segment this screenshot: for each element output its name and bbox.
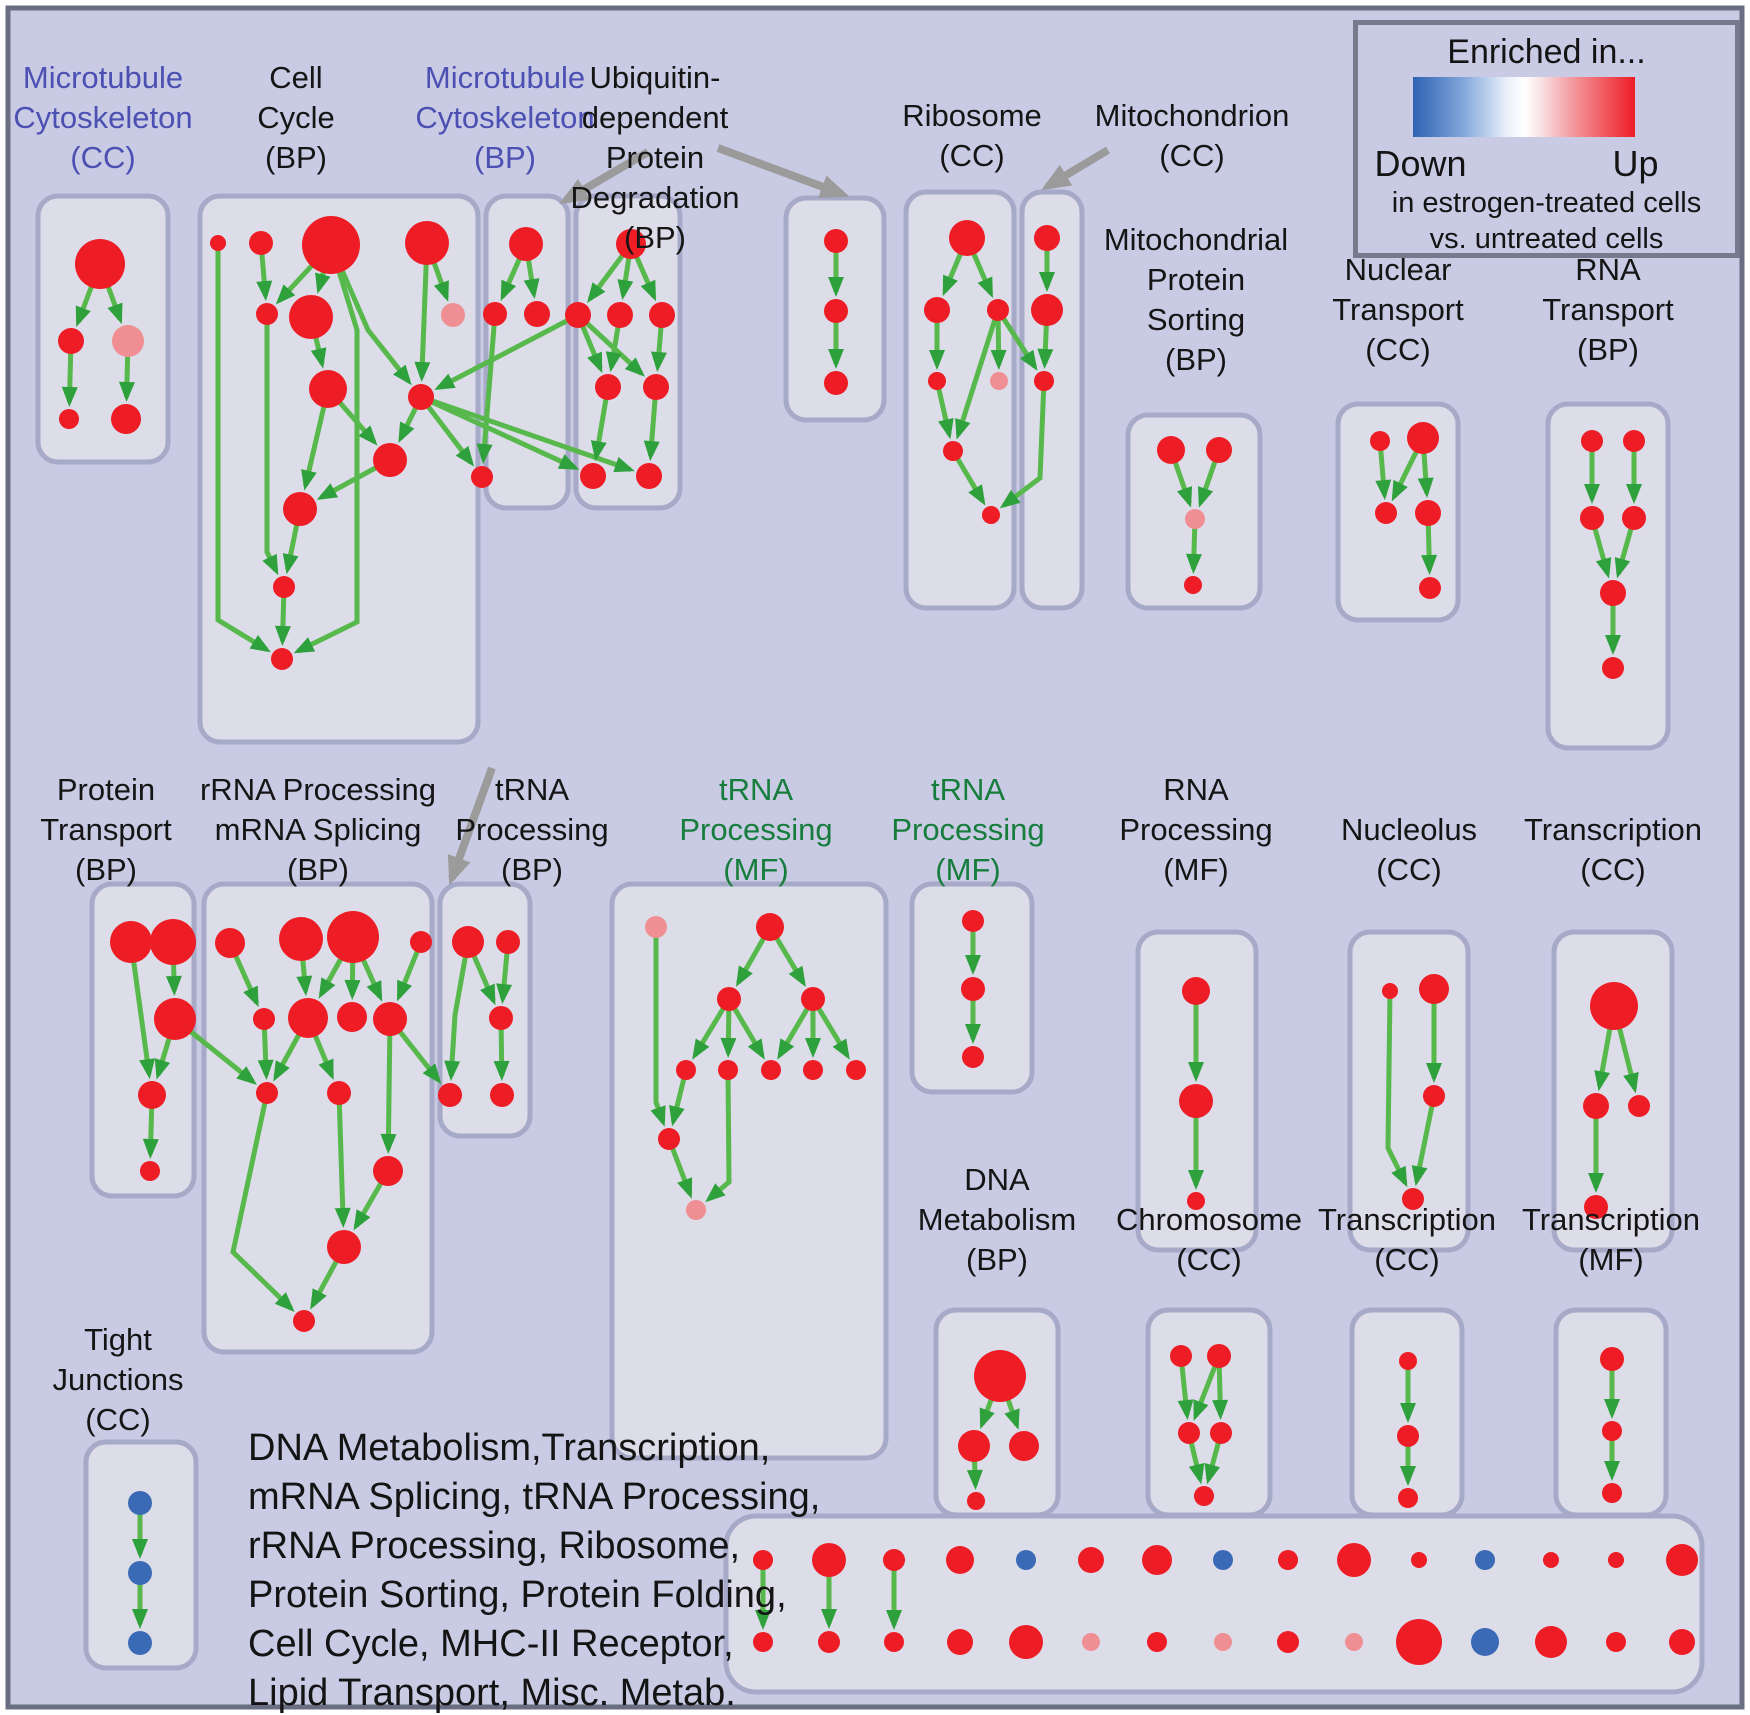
node-t3 [489, 1006, 513, 1030]
node-w7 [337, 1002, 367, 1032]
label-line: (BP) [474, 140, 536, 175]
node-lt6 [1142, 1545, 1172, 1575]
node-c6 [289, 295, 333, 339]
legend-up-label: Up [1612, 143, 1659, 184]
label-line: Transcription [1317, 1202, 1497, 1237]
label-line: (BP) [287, 852, 349, 887]
note-line: Lipid Transport, Misc. Metab. [248, 1672, 736, 1714]
node-lb8 [1277, 1631, 1299, 1653]
node-c11 [283, 492, 317, 526]
node-h2 [1179, 1084, 1213, 1118]
label-line: Chromosome [1115, 1202, 1303, 1237]
node-e9 [846, 1060, 866, 1080]
label-line: DNA [964, 1162, 1030, 1197]
node-v2 [824, 299, 848, 323]
node-lb13 [1606, 1632, 1626, 1652]
node-a4 [59, 409, 79, 429]
node-z1 [1600, 1347, 1624, 1371]
label-line: Degradation [570, 180, 740, 215]
note-line: Cell Cycle, MHC-II Receptor, [248, 1623, 734, 1665]
node-x4 [1584, 1195, 1608, 1219]
node-r4 [928, 372, 946, 390]
node-z2 [1602, 1421, 1622, 1441]
node-a1 [75, 239, 125, 289]
label-line: rRNA Processing [199, 772, 437, 807]
node-h3 [1187, 1192, 1205, 1210]
legend-title: Enriched in... [1447, 33, 1646, 71]
label-line: Processing [679, 812, 833, 847]
node-c8 [309, 370, 347, 408]
node-lt14 [1666, 1544, 1698, 1576]
node-lt10 [1411, 1552, 1427, 1568]
node-k5 [1194, 1486, 1214, 1506]
node-g2 [1031, 294, 1063, 326]
node-lb6 [1147, 1632, 1167, 1652]
node-q1 [1581, 430, 1603, 452]
node-lb11 [1471, 1628, 1499, 1656]
node-lt13 [1608, 1552, 1624, 1568]
node-u5 [595, 374, 621, 400]
node-k2 [1207, 1344, 1231, 1368]
node-c12 [273, 576, 295, 598]
node-o1 [1382, 983, 1398, 999]
label-line: Cytoskeleton [13, 100, 193, 135]
node-lt7 [1213, 1550, 1233, 1570]
node-c13 [271, 648, 293, 670]
node-f2 [961, 977, 985, 1001]
label-line: (CC) [1176, 1242, 1242, 1277]
node-q2 [1623, 430, 1645, 452]
node-j1 [128, 1491, 152, 1515]
node-q5 [1600, 580, 1626, 606]
node-c3 [302, 216, 360, 274]
node-f3 [962, 1046, 984, 1068]
node-lt8 [1278, 1550, 1298, 1570]
label-line: Nuclear [1344, 252, 1452, 287]
node-t2 [496, 930, 520, 954]
node-v1 [824, 229, 848, 253]
edge-w8-w11 [388, 1019, 390, 1149]
node-j2 [128, 1561, 152, 1585]
node-o4 [1402, 1188, 1424, 1210]
node-u4 [649, 302, 675, 328]
label-line: tRNA [930, 772, 1006, 807]
node-c9 [408, 384, 434, 410]
label-line: (CC) [85, 1402, 151, 1437]
group-box-mt-cc [38, 196, 168, 462]
label-line: Protein [56, 772, 156, 807]
note-line: mRNA Splicing, tRNA Processing, [248, 1476, 821, 1518]
node-q6 [1602, 657, 1624, 679]
group-box-shared-categories [726, 1516, 1702, 1692]
node-m2 [483, 302, 507, 326]
node-w6 [288, 998, 328, 1038]
label-line: Transport [1542, 292, 1674, 327]
node-lb14 [1669, 1629, 1695, 1655]
node-w5 [253, 1008, 275, 1030]
node-a2 [58, 328, 84, 354]
label-line: Processing [1119, 812, 1273, 847]
node-p4 [138, 1081, 166, 1109]
node-x1 [1590, 982, 1638, 1030]
label-line: (BP) [966, 1242, 1028, 1277]
label-line: Processing [891, 812, 1045, 847]
group-box-mitochondrion [1022, 192, 1082, 608]
note-line: rRNA Processing, Ribosome, [248, 1525, 741, 1567]
node-w1 [215, 928, 245, 958]
node-e5 [676, 1060, 696, 1080]
node-c10 [373, 443, 407, 477]
node-w8 [373, 1002, 407, 1036]
node-e11 [686, 1200, 706, 1220]
label-line: (CC) [1376, 852, 1442, 887]
label-line: (BP) [1577, 332, 1639, 367]
node-e7 [761, 1060, 781, 1080]
node-v3 [824, 371, 848, 395]
node-u1 [616, 229, 646, 259]
node-lb0 [753, 1632, 773, 1652]
label-line: tRNA [494, 772, 570, 807]
legend-subtitle-line2: vs. untreated cells [1429, 223, 1664, 255]
node-u2 [565, 302, 591, 328]
node-r7 [982, 506, 1000, 524]
node-w9 [256, 1082, 278, 1104]
label-line: Transcription [1521, 1202, 1701, 1237]
node-k3 [1178, 1422, 1200, 1444]
node-q3 [1580, 506, 1604, 530]
node-r5 [990, 372, 1008, 390]
node-w10 [327, 1081, 351, 1105]
node-c5 [256, 303, 278, 325]
node-a3 [112, 325, 144, 357]
node-p3 [154, 998, 196, 1040]
label-line: Sorting [1146, 302, 1246, 337]
node-lt11 [1475, 1550, 1495, 1570]
node-lb7 [1214, 1633, 1232, 1651]
label-line: Ubiquitin- [589, 60, 721, 95]
label-line: Transport [1332, 292, 1464, 327]
label-line: Transport [40, 812, 172, 847]
node-lt5 [1078, 1547, 1104, 1573]
note-line: Protein Sorting, Protein Folding, [248, 1574, 787, 1616]
node-m4 [471, 466, 493, 488]
node-s2 [1206, 437, 1232, 463]
node-u3 [607, 302, 633, 328]
node-y2 [1397, 1425, 1419, 1447]
label-line: Transcription [1523, 812, 1703, 847]
label-line: Nucleolus [1340, 812, 1478, 847]
node-lb2 [884, 1632, 904, 1652]
node-lt4 [1016, 1550, 1036, 1570]
node-w4 [410, 931, 432, 953]
node-m3 [524, 301, 550, 327]
node-e3 [717, 987, 741, 1011]
node-p5 [140, 1161, 160, 1181]
label-line: Cytoskeleton [415, 100, 595, 135]
node-lt9 [1337, 1543, 1371, 1577]
node-r3 [987, 299, 1009, 321]
node-d4 [967, 1492, 985, 1510]
node-lb3 [947, 1629, 973, 1655]
label-line: (BP) [624, 220, 686, 255]
node-lt0 [753, 1550, 773, 1570]
node-z3 [1602, 1483, 1622, 1503]
node-e6 [718, 1060, 738, 1080]
node-c1 [210, 235, 226, 251]
node-w13 [293, 1310, 315, 1332]
node-w2 [279, 917, 323, 961]
node-lt12 [1543, 1552, 1559, 1568]
node-a5 [111, 404, 141, 434]
label-line: (BP) [501, 852, 563, 887]
node-lt2 [883, 1549, 905, 1571]
label-line: (CC) [1374, 1242, 1440, 1277]
node-o2 [1419, 974, 1449, 1004]
label-line: RNA [1163, 772, 1229, 807]
label-line: Microtubule [424, 60, 586, 95]
node-n1 [1370, 431, 1390, 451]
node-g1 [1034, 225, 1060, 251]
node-lt1 [812, 1543, 846, 1577]
label-line: Ribosome [902, 98, 1042, 133]
node-s1 [1157, 436, 1185, 464]
node-d2 [958, 1430, 990, 1462]
node-lb12 [1535, 1626, 1567, 1658]
node-p1 [110, 921, 152, 963]
label-line: (BP) [1165, 342, 1227, 377]
label-line: mRNA Splicing [214, 812, 422, 847]
node-u8 [636, 463, 662, 489]
node-n5 [1419, 577, 1441, 599]
node-lb9 [1345, 1633, 1363, 1651]
label-line: Metabolism [917, 1202, 1077, 1237]
label-line: dependent [581, 100, 729, 135]
label-line: (MF) [1163, 852, 1229, 887]
node-e2 [756, 913, 784, 941]
node-u7 [580, 463, 606, 489]
label-line: Junctions [52, 1362, 184, 1397]
label-line: Microtubule [22, 60, 184, 95]
label-line: (BP) [75, 852, 137, 887]
node-w3 [327, 911, 379, 963]
legend-subtitle-line1: in estrogen-treated cells [1391, 187, 1702, 219]
node-lb1 [818, 1631, 840, 1653]
node-e1 [645, 916, 667, 938]
label-line: (MF) [1578, 1242, 1644, 1277]
label-line: Tight [84, 1322, 152, 1357]
node-lb4 [1009, 1625, 1043, 1659]
node-e4 [801, 987, 825, 1011]
label-line: Protein [1146, 262, 1246, 297]
node-k1 [1170, 1345, 1192, 1367]
node-c7 [441, 303, 465, 327]
label-line: Protein [605, 140, 705, 175]
node-lb5 [1082, 1633, 1100, 1651]
label-line: (CC) [70, 140, 136, 175]
label-line: (CC) [1365, 332, 1431, 367]
node-w12 [327, 1230, 361, 1264]
node-o3 [1423, 1085, 1445, 1107]
label-line: RNA [1575, 252, 1641, 287]
node-y3 [1398, 1488, 1418, 1508]
node-m1 [509, 227, 543, 261]
node-k4 [1210, 1422, 1232, 1444]
group-box-transcription-cc-top [1554, 932, 1672, 1250]
node-n4 [1415, 500, 1441, 526]
node-t1 [452, 926, 484, 958]
node-d3 [1009, 1431, 1039, 1461]
node-x2 [1583, 1093, 1609, 1119]
group-box-trna-mf-1 [612, 884, 886, 1458]
node-lb10 [1396, 1619, 1442, 1665]
node-r6 [943, 441, 963, 461]
group-box-rna-transport [1548, 404, 1668, 748]
node-s3 [1185, 509, 1205, 529]
label-line: Mitochondrial [1103, 222, 1289, 257]
node-g3 [1034, 371, 1054, 391]
node-n3 [1375, 502, 1397, 524]
node-j3 [128, 1631, 152, 1655]
node-t5 [490, 1083, 514, 1107]
node-y1 [1399, 1352, 1417, 1370]
node-u6 [643, 374, 669, 400]
node-t4 [438, 1083, 462, 1107]
label-line: (BP) [265, 140, 327, 175]
node-s4 [1184, 576, 1202, 594]
node-r2 [924, 297, 950, 323]
label-line: Processing [455, 812, 609, 847]
note-line: DNA Metabolism,Transcription, [248, 1427, 771, 1469]
group-box-dna-metabolism [936, 1310, 1058, 1515]
label-line: (CC) [939, 138, 1005, 173]
node-e8 [803, 1060, 823, 1080]
node-e10 [658, 1128, 680, 1150]
label-line: Cycle [257, 100, 335, 135]
node-h1 [1182, 977, 1210, 1005]
node-n2 [1407, 422, 1439, 454]
node-c4 [405, 221, 449, 265]
node-w11 [373, 1156, 403, 1186]
node-d1 [974, 1350, 1026, 1402]
node-c2 [249, 231, 273, 255]
label-line: (CC) [1159, 138, 1225, 173]
node-q4 [1622, 506, 1646, 530]
label-line: tRNA [718, 772, 794, 807]
label-line: Cell [269, 60, 323, 95]
label-line: (MF) [935, 852, 1001, 887]
node-r1 [949, 220, 985, 256]
label-line: (CC) [1580, 852, 1646, 887]
legend-down-label: Down [1374, 143, 1467, 184]
node-f1 [962, 910, 984, 932]
label-line: Mitochondrion [1094, 98, 1290, 133]
node-x3 [1628, 1095, 1650, 1117]
group-box-chromosome [1148, 1310, 1270, 1515]
label-line: (MF) [723, 852, 789, 887]
node-lt3 [946, 1546, 974, 1574]
node-p2 [150, 919, 196, 965]
